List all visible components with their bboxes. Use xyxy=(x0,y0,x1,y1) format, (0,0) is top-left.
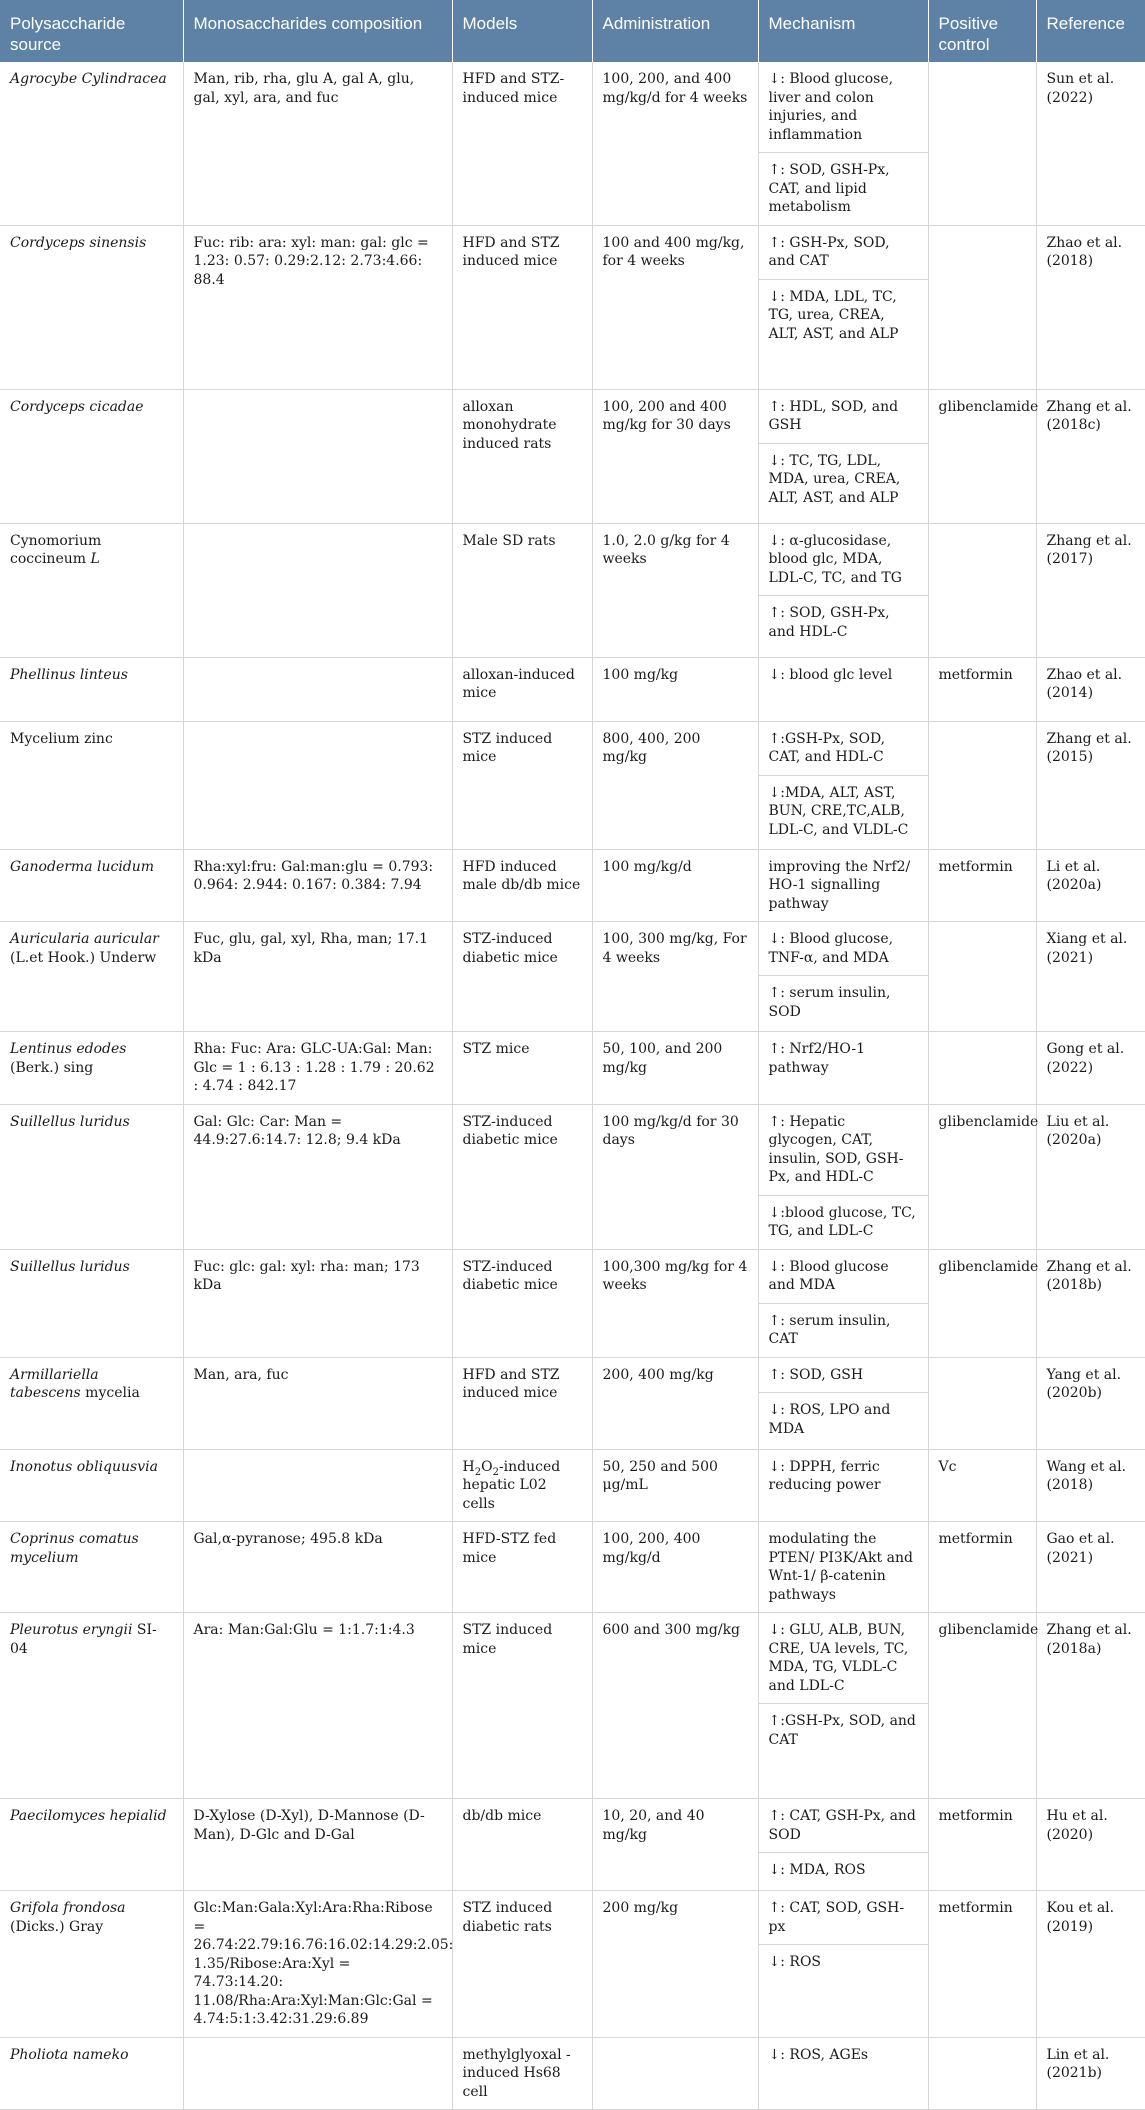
cell-models xyxy=(452,1449,592,1522)
cell-mechanism xyxy=(758,523,928,657)
cell-positive-control: metformin xyxy=(928,1891,1036,2038)
cell-models: STZ induced diabetic rats xyxy=(452,1891,592,2038)
models-part: H xyxy=(462,1458,475,1475)
table-row xyxy=(0,721,1145,849)
cell-administration: 100 mg/kg/d xyxy=(592,849,758,922)
cell-administration: 10, 20, and 40 mg/kg xyxy=(592,1799,758,1891)
cell-composition: Man, rib, rha, glu A, gal A, glu, gal, xyl, ara, and fuc xyxy=(183,62,452,225)
cell-source xyxy=(0,1249,183,1357)
mechanism-item: ↓:MDA, ALT, AST, BUN, CRE,TC,ALB, LDL-C, and VLDL-C xyxy=(759,775,928,848)
cell-mechanism xyxy=(758,721,928,849)
table-row xyxy=(0,1799,1145,1891)
table-row xyxy=(0,1032,1145,1105)
table-row xyxy=(0,849,1145,922)
cell-source xyxy=(0,225,183,389)
table-row xyxy=(0,523,1145,657)
source-italic: Cordyceps cicadae xyxy=(10,398,144,415)
cell-positive-control: glibenclamide xyxy=(928,389,1036,523)
cell-reference[interactable]: Kou et al. (2019) xyxy=(1036,1891,1145,2038)
source-italic: Grifola frondosa xyxy=(10,1900,126,1916)
cell-reference[interactable]: Yang et al. (2020b) xyxy=(1036,1357,1145,1449)
mechanism-item: ↓: MDA, LDL, TC, TG, urea, CREA, ALT, AST, and ALP xyxy=(759,279,928,352)
cell-reference[interactable]: Wang et al. (2018) xyxy=(1036,1449,1145,1522)
source-italic: Auricularia auricular xyxy=(10,931,159,947)
column-header: Positive control xyxy=(928,0,1036,62)
source-italic: Inonotus obliquusvia xyxy=(10,1458,158,1475)
cell-source xyxy=(0,1104,183,1249)
cell-composition: D-Xylose (D-Xyl), D-Mannose (D-Man), D-Glc and D-Gal xyxy=(183,1799,452,1891)
cell-positive-control: metformin xyxy=(928,849,1036,922)
table-row xyxy=(0,1522,1145,1613)
mechanism-item: ↑: GSH-Px, SOD, and CAT xyxy=(768,234,890,269)
mechanism-item: ↓: Blood glucose and MDA xyxy=(768,1258,889,1293)
table-row xyxy=(0,389,1145,523)
models-part: 2 xyxy=(474,1466,482,1478)
table-row xyxy=(0,1104,1145,1249)
cell-source xyxy=(0,657,183,721)
cell-mechanism xyxy=(758,2037,928,2110)
cell-source xyxy=(0,2037,183,2110)
cell-administration xyxy=(592,2037,758,2110)
cell-source xyxy=(0,721,183,849)
cell-positive-control: metformin xyxy=(928,1522,1036,1613)
cell-administration: 100 mg/kg/d for 30 days xyxy=(592,1104,758,1249)
mechanism-item: ↑: SOD, GSH-Px, CAT, and lipid metabolism xyxy=(759,152,928,225)
cell-reference[interactable]: Hu et al. (2020) xyxy=(1036,1799,1145,1891)
column-header: Monosaccharides composition xyxy=(183,0,452,62)
cell-composition xyxy=(183,657,452,721)
cell-composition: Rha: Fuc: Ara: GLC-UA:Gal: Man: Glc = 1 : 6.13 : 1.28 : 1.79 : 20.62 : 4.74 : 842.17 xyxy=(183,1032,452,1105)
cell-mechanism xyxy=(758,1613,928,1799)
cell-models: db/db mice xyxy=(452,1799,592,1891)
source-italic: Phellinus linteus xyxy=(10,666,128,683)
cell-positive-control xyxy=(928,1032,1036,1105)
column-header: Polysaccharide source xyxy=(0,0,183,62)
models-part: -induced hepatic L02 cells xyxy=(462,1458,561,1512)
column-header: Mechanism xyxy=(758,0,928,62)
source-italic: Cordyceps sinensis xyxy=(10,234,147,251)
mechanism-item: ↓:blood glucose, TC, TG, and LDL-C xyxy=(759,1195,928,1249)
table-body xyxy=(0,62,1145,2110)
table-row xyxy=(0,657,1145,721)
cell-composition xyxy=(183,2037,452,2110)
cell-models: HFD and STZ-induced mice xyxy=(452,62,592,225)
cell-mechanism xyxy=(758,1032,928,1105)
cell-reference[interactable]: Zhang et al. (2018a) xyxy=(1036,1613,1145,1799)
cell-models: HFD-STZ fed mice xyxy=(452,1522,592,1613)
cell-composition: Man, ara, fuc xyxy=(183,1357,452,1449)
cell-reference[interactable]: Zhang et al. (2017) xyxy=(1036,523,1145,657)
cell-source xyxy=(0,1799,183,1891)
cell-mechanism xyxy=(758,1249,928,1357)
cell-reference[interactable]: Xiang et al. (2021) xyxy=(1036,922,1145,1032)
cell-mechanism xyxy=(758,1891,928,2038)
mechanism-item: ↑: Hepatic glycogen, CAT, insulin, SOD, GSH-Px, and HDL-C xyxy=(768,1113,904,1185)
cell-composition xyxy=(183,1449,452,1522)
cell-mechanism xyxy=(758,1799,928,1891)
cell-source xyxy=(0,1357,183,1449)
source-italic: Agrocybe Cylindracea xyxy=(10,71,167,87)
cell-models: HFD and STZ induced mice xyxy=(452,225,592,389)
cell-composition: Fuc: rib: ara: xyl: man: gal: glc = 1.23: 0.57: 0.29:2.12: 2.73:4.66: 88.4 xyxy=(183,225,452,389)
cell-reference[interactable]: Zhao et al. (2018) xyxy=(1036,225,1145,389)
cell-source xyxy=(0,1891,183,2038)
cell-reference[interactable]: Zhang et al. (2018b) xyxy=(1036,1249,1145,1357)
cell-composition: Rha:xyl:fru: Gal:man:glu = 0.793: 0.964: 2.944: 0.167: 0.384: 7.94 xyxy=(183,849,452,922)
cell-administration: 100,300 mg/kg for 4 weeks xyxy=(592,1249,758,1357)
cell-positive-control: metformin xyxy=(928,1799,1036,1891)
cell-mechanism xyxy=(758,1104,928,1249)
cell-models: STZ-induced diabetic mice xyxy=(452,1249,592,1357)
source-italic: Pleurotus eryngii xyxy=(10,1622,133,1638)
mechanism-item: ↑: serum insulin, SOD xyxy=(759,975,928,1029)
cell-models: STZ-induced diabetic mice xyxy=(452,922,592,1032)
cell-positive-control: Vc xyxy=(928,1449,1036,1522)
table-row xyxy=(0,225,1145,389)
table-row xyxy=(0,1249,1145,1357)
cell-models: STZ mice xyxy=(452,1032,592,1105)
source-italic: Paecilomyces hepialid xyxy=(10,1808,167,1824)
source-italic: Suillellus luridus xyxy=(10,1113,130,1130)
cell-mechanism xyxy=(758,849,928,922)
table-header xyxy=(0,0,1145,62)
mechanism-item: ↓: ROS, AGEs xyxy=(768,2046,869,2063)
cell-mechanism xyxy=(758,62,928,225)
cell-reference[interactable]: Liu et al. (2020a) xyxy=(1036,1104,1145,1249)
cell-source xyxy=(0,1613,183,1799)
cell-composition xyxy=(183,523,452,657)
cell-administration: 1.0, 2.0 g/kg for 4 weeks xyxy=(592,523,758,657)
column-header: Administration xyxy=(592,0,758,62)
cell-reference[interactable]: Zhang et al. (2015) xyxy=(1036,721,1145,849)
cell-administration: 50, 250 and 500 μg/mL xyxy=(592,1449,758,1522)
mechanism-item: ↓: Blood glucose, liver and colon injuries, and inflammation xyxy=(768,71,894,143)
mechanism-item: ↑:GSH-Px, SOD, CAT, and HDL-C xyxy=(768,730,886,765)
mechanism-item: ↑: CAT, GSH-Px, and SOD xyxy=(768,1808,916,1843)
cell-administration: 100 mg/kg xyxy=(592,657,758,721)
cell-models: methylglyoxal -induced Hs68 cell xyxy=(452,2037,592,2110)
source-italic: Lentinus edodes xyxy=(10,1041,127,1057)
cell-models: alloxan monohydrate induced rats xyxy=(452,389,592,523)
cell-models: alloxan-induced mice xyxy=(452,657,592,721)
cell-mechanism xyxy=(758,1357,928,1449)
cell-mechanism xyxy=(758,657,928,721)
source-italic: Pholiota nameko xyxy=(10,2046,129,2063)
cell-composition: Fuc, glu, gal, xyl, Rha, man; 17.1 kDa xyxy=(183,922,452,1032)
cell-reference[interactable]: Gong et al. (2022) xyxy=(1036,1032,1145,1105)
source-italic: Coprinus comatus mycelium xyxy=(10,1531,139,1566)
cell-administration: 200, 400 mg/kg xyxy=(592,1357,758,1449)
cell-administration: 100, 300 mg/kg, For 4 weeks xyxy=(592,922,758,1032)
column-header: Reference xyxy=(1036,0,1145,62)
cell-administration: 50, 100, and 200 mg/kg xyxy=(592,1032,758,1105)
cell-source xyxy=(0,1449,183,1522)
cell-composition xyxy=(183,389,452,523)
mechanism-item: ↓: α-glucosidase, blood glc, MDA, LDL-C, TC, and TG xyxy=(768,532,902,586)
models-part: O xyxy=(481,1458,493,1475)
cell-reference[interactable]: Sun et al. (2022) xyxy=(1036,62,1145,225)
table-row xyxy=(0,1357,1145,1449)
source-italic: Armillariella tabescens xyxy=(10,1366,99,1401)
mechanism-item: ↓: ROS, LPO and MDA xyxy=(759,1392,928,1446)
cell-source xyxy=(0,62,183,225)
cell-positive-control: glibenclamide xyxy=(928,1249,1036,1357)
cell-positive-control: glibenclamide xyxy=(928,1613,1036,1799)
cell-mechanism xyxy=(758,1449,928,1522)
cell-composition: Gal: Glc: Car: Man = 44.9:27.6:14.7: 12.8; 9.4 kDa xyxy=(183,1104,452,1249)
cell-positive-control: metformin xyxy=(928,657,1036,721)
mechanism-item: ↓: TC, TG, LDL, MDA, urea, CREA, ALT, AST, and ALP xyxy=(759,443,928,516)
source-rest: mycelia xyxy=(80,1385,140,1401)
cell-models: HFD and STZ induced mice xyxy=(452,1357,592,1449)
mechanism-item: ↓: Blood glucose, TNF-α, and MDA xyxy=(768,931,894,966)
cell-positive-control xyxy=(928,2037,1036,2110)
mechanism-item: ↑: Nrf2/HO-1 pathway xyxy=(768,1041,865,1076)
cell-reference[interactable]: Gao et al. (2021) xyxy=(1036,1522,1145,1613)
cell-administration: 100 and 400 mg/kg, for 4 weeks xyxy=(592,225,758,389)
cell-source xyxy=(0,389,183,523)
cell-administration: 100, 200, and 400 mg/kg/d for 4 weeks xyxy=(592,62,758,225)
cell-source xyxy=(0,849,183,922)
mechanism-item: improving the Nrf2/ HO-1 signalling pathway xyxy=(768,858,911,912)
mechanism-item: ↓: GLU, ALB, BUN, CRE, UA levels, TC, MDA, TG, VLDL-C and LDL-C xyxy=(768,1622,909,1694)
cell-positive-control xyxy=(928,721,1036,849)
mechanism-item: ↓: blood glc level xyxy=(768,666,893,683)
cell-source xyxy=(0,922,183,1032)
cell-positive-control xyxy=(928,1357,1036,1449)
cell-source xyxy=(0,1522,183,1613)
mechanism-item: ↓: ROS xyxy=(759,1944,928,1980)
table-row xyxy=(0,2037,1145,2110)
cell-models: STZ-induced diabetic mice xyxy=(452,1104,592,1249)
cell-mechanism xyxy=(758,389,928,523)
cell-administration: 100, 200, 400 mg/kg/d xyxy=(592,1522,758,1613)
cell-reference[interactable]: Li et al. (2020a) xyxy=(1036,849,1145,922)
source-italic: Ganoderma lucidum xyxy=(10,858,155,875)
cell-models: Male SD rats xyxy=(452,523,592,657)
cell-positive-control xyxy=(928,523,1036,657)
source-rest: (Berk.) sing xyxy=(10,1059,94,1076)
mechanism-item: modulating the PTEN/ PI3K/Akt and Wnt-1/ β-catenin pathways xyxy=(768,1531,913,1603)
cell-administration: 800, 400, 200 mg/kg xyxy=(592,721,758,849)
mechanism-item: ↑:GSH-Px, SOD, and CAT xyxy=(759,1703,928,1757)
cell-reference[interactable]: Zhang et al. (2018c) xyxy=(1036,389,1145,523)
cell-positive-control xyxy=(928,922,1036,1032)
cell-composition: Fuc: glc: gal: xyl: rha: man; 173 kDa xyxy=(183,1249,452,1357)
table-row xyxy=(0,922,1145,1032)
table-row xyxy=(0,62,1145,225)
cell-composition: Glc:Man:Gala:Xyl:Ara:Rha:Ribose = 26.74:22.79:16.76:16.02:14.29:2.05: 1.35/Ribose:Ara:Xyl = 74.73:14.20: 11.08/Rha:Ara:Xyl:Man:Glc:Gal = 4.74:5:1:3.42:31.29:6.89 xyxy=(183,1891,452,2038)
cell-administration: 600 and 300 mg/kg xyxy=(592,1613,758,1799)
source-rest: SI-04 xyxy=(10,1622,157,1657)
cell-models: HFD induced male db/db mice xyxy=(452,849,592,922)
source-rest: (L.et Hook.) Underw xyxy=(10,949,157,966)
cell-positive-control: glibenclamide xyxy=(928,1104,1036,1249)
cell-models: STZ induced mice xyxy=(452,1613,592,1799)
cell-models: STZ induced mice xyxy=(452,721,592,849)
cell-reference[interactable]: Zhao et al. (2014) xyxy=(1036,657,1145,721)
cell-reference[interactable]: Lin et al. (2021b) xyxy=(1036,2037,1145,2110)
cell-composition: Ara: Man:Gal:Glu = 1:1.7:1:4.3 xyxy=(183,1613,452,1799)
cell-mechanism xyxy=(758,922,928,1032)
cell-composition: Gal,α-pyranose; 495.8 kDa xyxy=(183,1522,452,1613)
cell-source xyxy=(0,1032,183,1105)
source-italic: Suillellus luridus xyxy=(10,1258,130,1275)
cell-mechanism xyxy=(758,225,928,389)
column-header: Models xyxy=(452,0,592,62)
table-row xyxy=(0,1613,1145,1799)
models-part: 2 xyxy=(492,1466,499,1478)
table-row xyxy=(0,1891,1145,2038)
mechanism-item: ↓: DPPH, ferric reducing power xyxy=(768,1458,881,1493)
mechanism-item: ↑: serum insulin, CAT xyxy=(759,1303,928,1357)
cell-composition xyxy=(183,721,452,849)
mechanism-item: ↑: HDL, SOD, and GSH xyxy=(768,398,899,433)
source-rest: Mycelium zinc xyxy=(10,730,113,747)
mechanism-item: ↓: MDA, ROS xyxy=(759,1852,928,1888)
cell-administration: 200 mg/kg xyxy=(592,1891,758,2038)
source-rest: Cynomorium coccineum xyxy=(10,532,102,567)
cell-positive-control xyxy=(928,62,1036,225)
cell-administration: 100, 200 and 400 mg/kg for 30 days xyxy=(592,389,758,523)
table-row xyxy=(0,1449,1145,1522)
cell-positive-control xyxy=(928,225,1036,389)
cell-source: Cynomorium coccineum L xyxy=(10,532,102,567)
source-rest: (Dicks.) Gray xyxy=(10,1918,104,1935)
mechanism-item: ↑: SOD, GSH xyxy=(768,1366,864,1383)
mechanism-item: ↑: CAT, SOD, GSH-px xyxy=(768,1900,905,1935)
mechanism-item: ↑: SOD, GSH-Px, and HDL-C xyxy=(759,595,928,649)
cell-mechanism xyxy=(758,1522,928,1613)
